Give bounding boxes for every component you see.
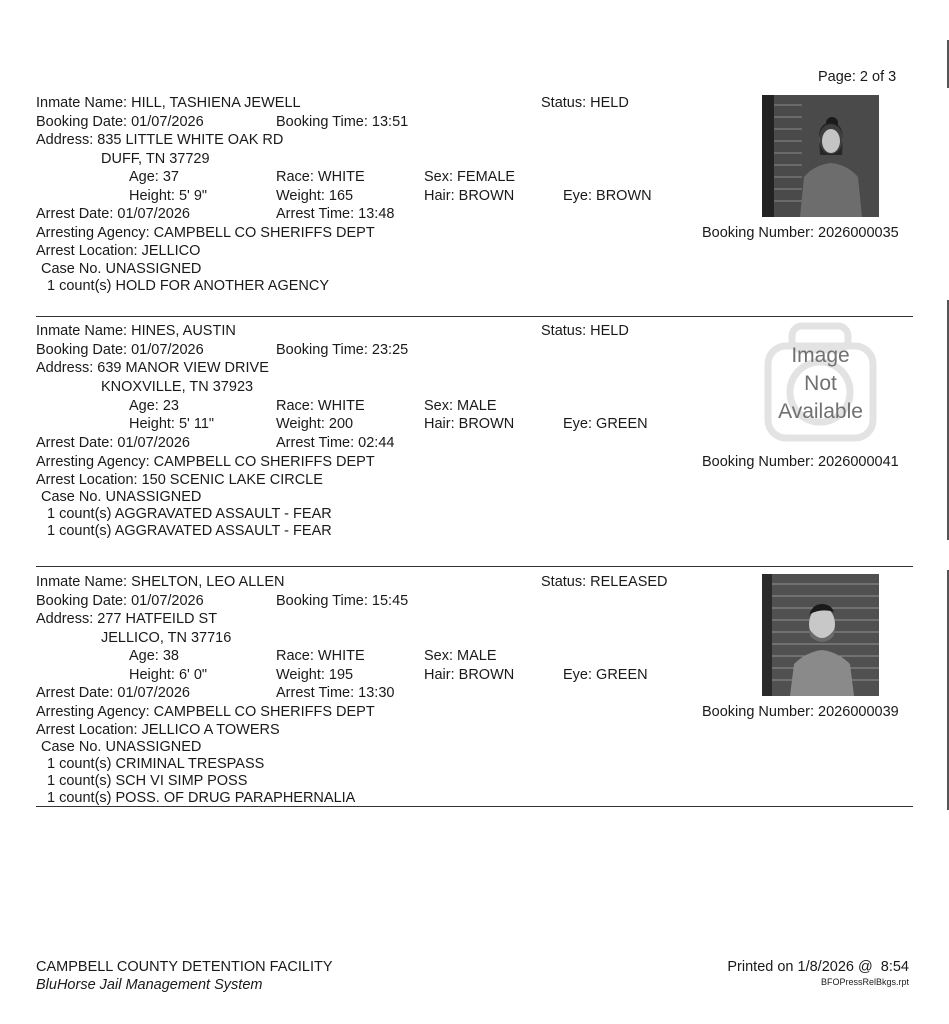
address-line1: Address: 835 LITTLE WHITE OAK RD bbox=[36, 132, 284, 148]
arrest-location: Arrest Location: JELLICO bbox=[36, 243, 201, 259]
arrest-time: Arrest Time: 13:48 bbox=[276, 206, 395, 222]
height: Height: 6' 0" bbox=[129, 667, 208, 683]
status: Status: HELD bbox=[541, 323, 629, 339]
inmate-name: Inmate Name: SHELTON, LEO ALLEN bbox=[36, 574, 285, 590]
weight: Weight: 195 bbox=[276, 667, 354, 683]
arrest-time: Arrest Time: 13:30 bbox=[276, 685, 395, 701]
height: Height: 5' 9" bbox=[129, 188, 208, 204]
booking-date: Booking Date: 01/07/2026 bbox=[36, 593, 204, 609]
arresting-agency: Arresting Agency: CAMPBELL CO SHERIFFS DEPT bbox=[36, 704, 375, 720]
booking-date: Booking Date: 01/07/2026 bbox=[36, 342, 204, 358]
booking-date: Booking Date: 01/07/2026 bbox=[36, 114, 204, 130]
arresting-agency: Arresting Agency: CAMPBELL CO SHERIFFS DEPT bbox=[36, 454, 375, 470]
status: Status: HELD bbox=[541, 95, 629, 111]
eye: Eye: BROWN bbox=[563, 188, 652, 204]
case-number: Case No. UNASSIGNED bbox=[41, 489, 202, 505]
case-number: Case No. UNASSIGNED bbox=[41, 739, 202, 755]
eye: Eye: GREEN bbox=[563, 667, 648, 683]
weight: Weight: 165 bbox=[276, 188, 354, 204]
printed-timestamp: Printed on 1/8/2026 @ 8:54 bbox=[727, 959, 909, 975]
sex: Sex: FEMALE bbox=[424, 169, 516, 185]
weight: Weight: 200 bbox=[276, 416, 354, 432]
hair: Hair: BROWN bbox=[424, 416, 515, 432]
mugshot-photo bbox=[762, 574, 879, 696]
inmate-name: Inmate Name: HILL, TASHIENA JEWELL bbox=[36, 95, 301, 111]
arrest-location: Arrest Location: 150 SCENIC LAKE CIRCLE bbox=[36, 472, 323, 488]
hair: Hair: BROWN bbox=[424, 667, 515, 683]
placeholder-text-line: Available bbox=[778, 400, 863, 423]
placeholder-text-line: Not bbox=[804, 372, 837, 395]
age: Age: 37 bbox=[129, 169, 179, 185]
footer-right bbox=[727, 958, 909, 988]
placeholder-text-line: Image bbox=[791, 344, 850, 367]
report-filename: BFOPressRelBkgs.rpt bbox=[820, 977, 909, 987]
mugshot-photo bbox=[762, 95, 879, 217]
race: Race: WHITE bbox=[276, 169, 365, 185]
race: Race: WHITE bbox=[276, 398, 365, 414]
arresting-agency: Arresting Agency: CAMPBELL CO SHERIFFS DEPT bbox=[36, 225, 375, 241]
booking-number: Booking Number: 2026000035 bbox=[702, 225, 899, 241]
address-line1: Address: 639 MANOR VIEW DRIVE bbox=[36, 360, 269, 376]
booking-number: Booking Number: 2026000039 bbox=[702, 704, 899, 720]
status: Status: RELEASED bbox=[541, 574, 668, 590]
charge-line: 1 count(s) HOLD FOR ANOTHER AGENCY bbox=[47, 278, 330, 294]
age: Age: 38 bbox=[129, 648, 179, 664]
address-line1: Address: 277 HATFEILD ST bbox=[36, 611, 218, 627]
arrest-location: Arrest Location: JELLICO A TOWERS bbox=[36, 722, 280, 738]
case-number: Case No. UNASSIGNED bbox=[41, 261, 202, 277]
facility-name: CAMPBELL COUNTY DETENTION FACILITY bbox=[36, 959, 333, 975]
record-divider bbox=[36, 316, 913, 317]
charge-line: 1 count(s) SCH VI SIMP POSS bbox=[47, 773, 248, 789]
address-line2: JELLICO, TN 37716 bbox=[101, 630, 232, 646]
booking-time: Booking Time: 15:45 bbox=[276, 593, 409, 609]
sex: Sex: MALE bbox=[424, 648, 497, 664]
arrest-date: Arrest Date: 01/07/2026 bbox=[36, 685, 190, 701]
record-divider bbox=[36, 566, 913, 567]
system-name: BluHorse Jail Management System bbox=[36, 977, 263, 993]
booking-time: Booking Time: 13:51 bbox=[276, 114, 409, 130]
arrest-time: Arrest Time: 02:44 bbox=[276, 435, 395, 451]
race: Race: WHITE bbox=[276, 648, 365, 664]
inmate-name: Inmate Name: HINES, AUSTIN bbox=[36, 323, 236, 339]
height: Height: 5' 11" bbox=[129, 416, 215, 432]
record-divider bbox=[36, 806, 913, 807]
sex: Sex: MALE bbox=[424, 398, 497, 414]
age: Age: 23 bbox=[129, 398, 179, 414]
charge-line: 1 count(s) CRIMINAL TRESPASS bbox=[47, 756, 265, 772]
eye: Eye: GREEN bbox=[563, 416, 648, 432]
page-number: Page: 2 of 3 bbox=[818, 69, 897, 85]
image-not-available-placeholder bbox=[762, 322, 879, 444]
arrest-date: Arrest Date: 01/07/2026 bbox=[36, 435, 190, 451]
address-line2: KNOXVILLE, TN 37923 bbox=[101, 379, 254, 395]
charge-line: 1 count(s) AGGRAVATED ASSAULT - FEAR bbox=[47, 523, 332, 539]
charge-line: 1 count(s) AGGRAVATED ASSAULT - FEAR bbox=[47, 506, 332, 522]
footer-left bbox=[36, 958, 333, 994]
charge-line: 1 count(s) POSS. OF DRUG PARAPHERNALIA bbox=[47, 790, 356, 806]
booking-time: Booking Time: 23:25 bbox=[276, 342, 409, 358]
address-line2: DUFF, TN 37729 bbox=[101, 151, 210, 167]
arrest-date: Arrest Date: 01/07/2026 bbox=[36, 206, 190, 222]
hair: Hair: BROWN bbox=[424, 188, 515, 204]
booking-number: Booking Number: 2026000041 bbox=[702, 454, 899, 470]
